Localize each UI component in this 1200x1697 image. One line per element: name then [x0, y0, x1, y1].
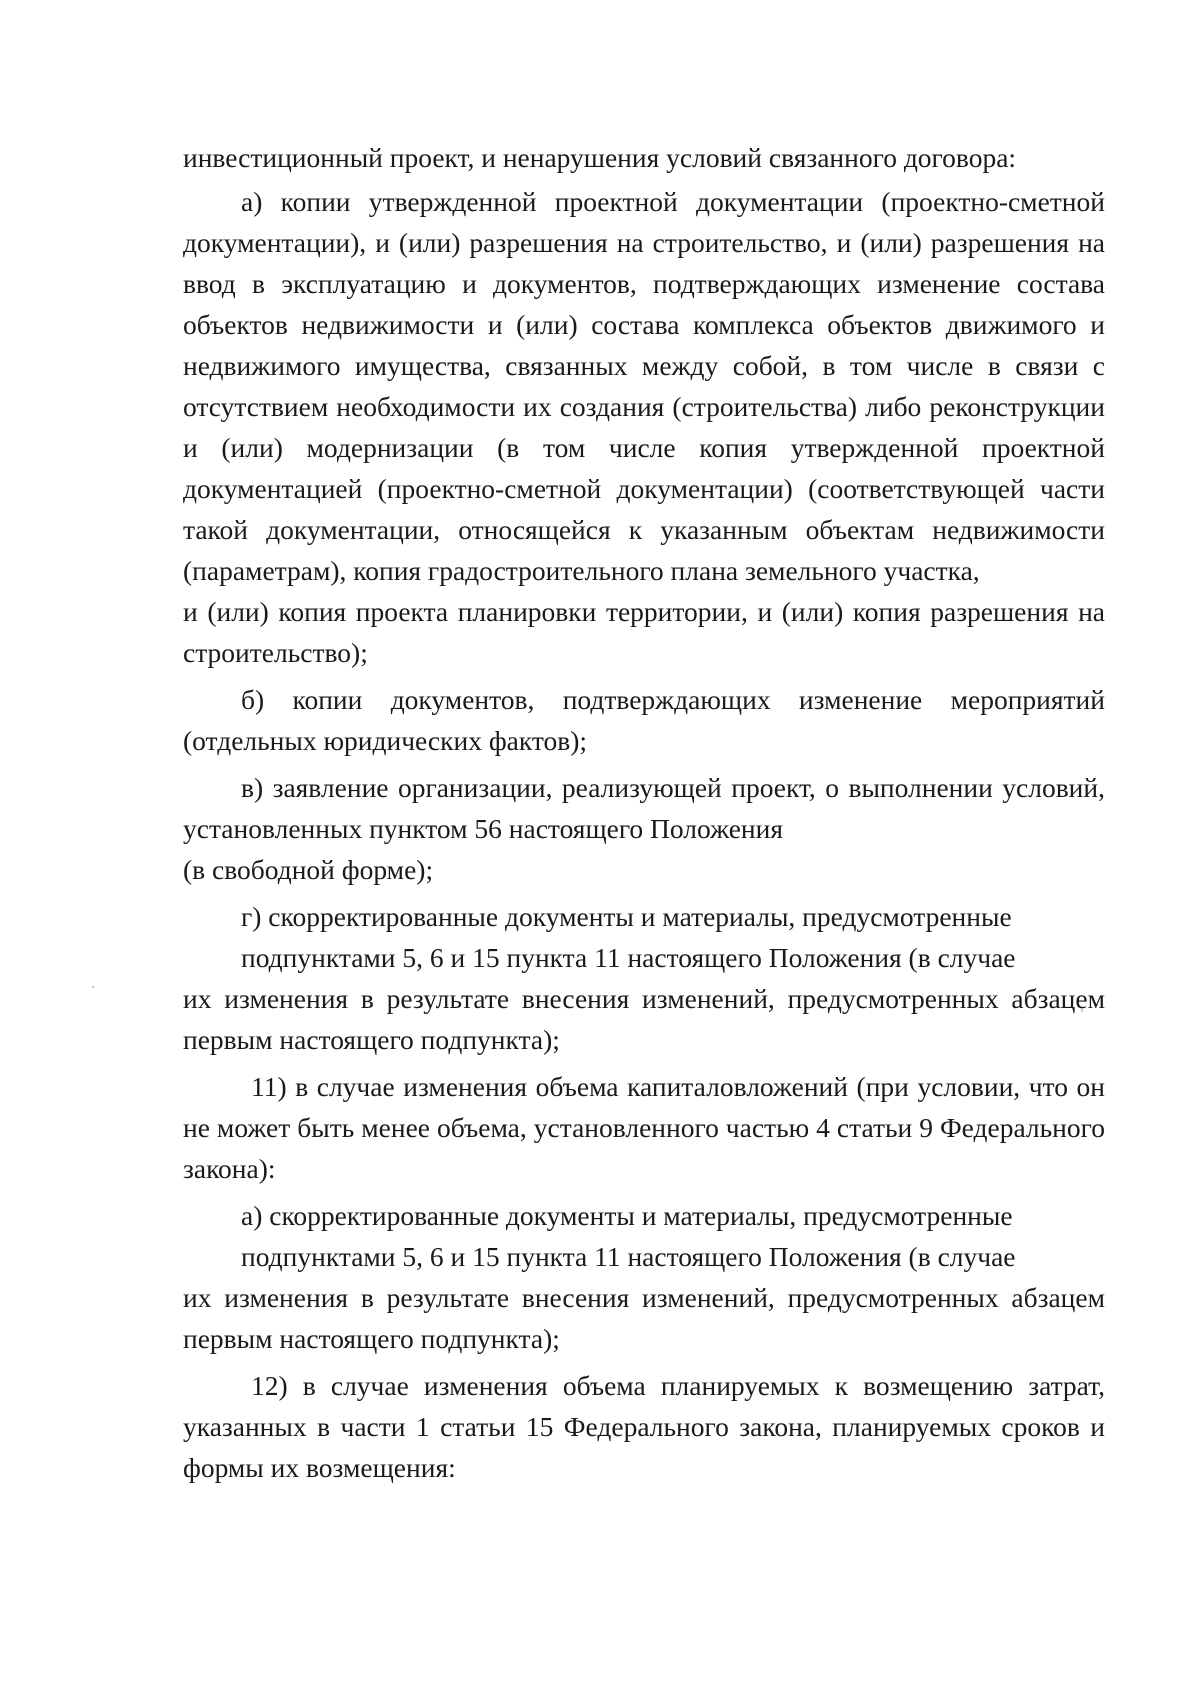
paragraph: (в свободной форме);: [183, 854, 434, 885]
paragraph: инвестиционный проект, и ненарушения условий связанного договора:: [183, 142, 1017, 173]
paragraph: подпунктами 5, 6 и 15 пункта 11 настоящего Положения (в случае: [241, 942, 1016, 973]
scan-speck: [92, 986, 94, 988]
paragraph: их изменения в результате внесения изменений, предусмотренных абзацем первым настоящего подпункта);: [183, 1282, 1105, 1354]
paragraph: а) скорректированные документы и материалы, предусмотренные: [241, 1200, 1013, 1231]
paragraph: 12) в случае изменения объема планируемых к возмещению затрат, указанных в части 1 статьи 15 Федерального закона, планируемых сроков и формы их возмещения:: [183, 1370, 1105, 1483]
paragraph: б) копии документов, подтверждающих изменение мероприятий (отдельных юридических фактов);: [183, 684, 1105, 756]
paragraph: 11) в случае изменения объема капиталовложений (при условии, что он не может быть менее объема, установленного частью 4 статьи 9 Федерального закона):: [183, 1071, 1105, 1184]
paragraph: в) заявление организации, реализующей проект, о выполнении условий, установленных пунктом 56 настоящего Положения: [183, 772, 1105, 844]
paragraph: и (или) копия проекта планировки территории, и (или) копия разрешения на строительство);: [183, 596, 1105, 668]
paragraph: подпунктами 5, 6 и 15 пункта 11 настоящего Положения (в случае: [241, 1241, 1016, 1272]
paragraph: г) скорректированные документы и материалы, предусмотренные: [241, 901, 1012, 932]
document-body: [183, 137, 1105, 1488]
paragraph: их изменения в результате внесения изменений, предусмотренных абзацем первым настоящего подпункта);: [183, 983, 1105, 1055]
paragraph: а) копии утвержденной проектной документации (проектно-сметной документации), и (или) разрешения на строительство, и (или) разрешения на ввод в эксплуатацию и документов, подтверждающих изменение состава объектов недвижимости и (или) состава комплекса объектов движимого и недвижимого имущества, связанных между собой, в том числе в связи с отсутствием необходимости их создания (строительства) либо реконструкции и (или) модернизации (в том числе копия утвержденной проектной документацией (проектно-сметной документации) (соответствующей части такой документации, относящейся к указанным объектам недвижимости (параметрам), копия градостроительного плана земельного участка,: [183, 186, 1105, 586]
